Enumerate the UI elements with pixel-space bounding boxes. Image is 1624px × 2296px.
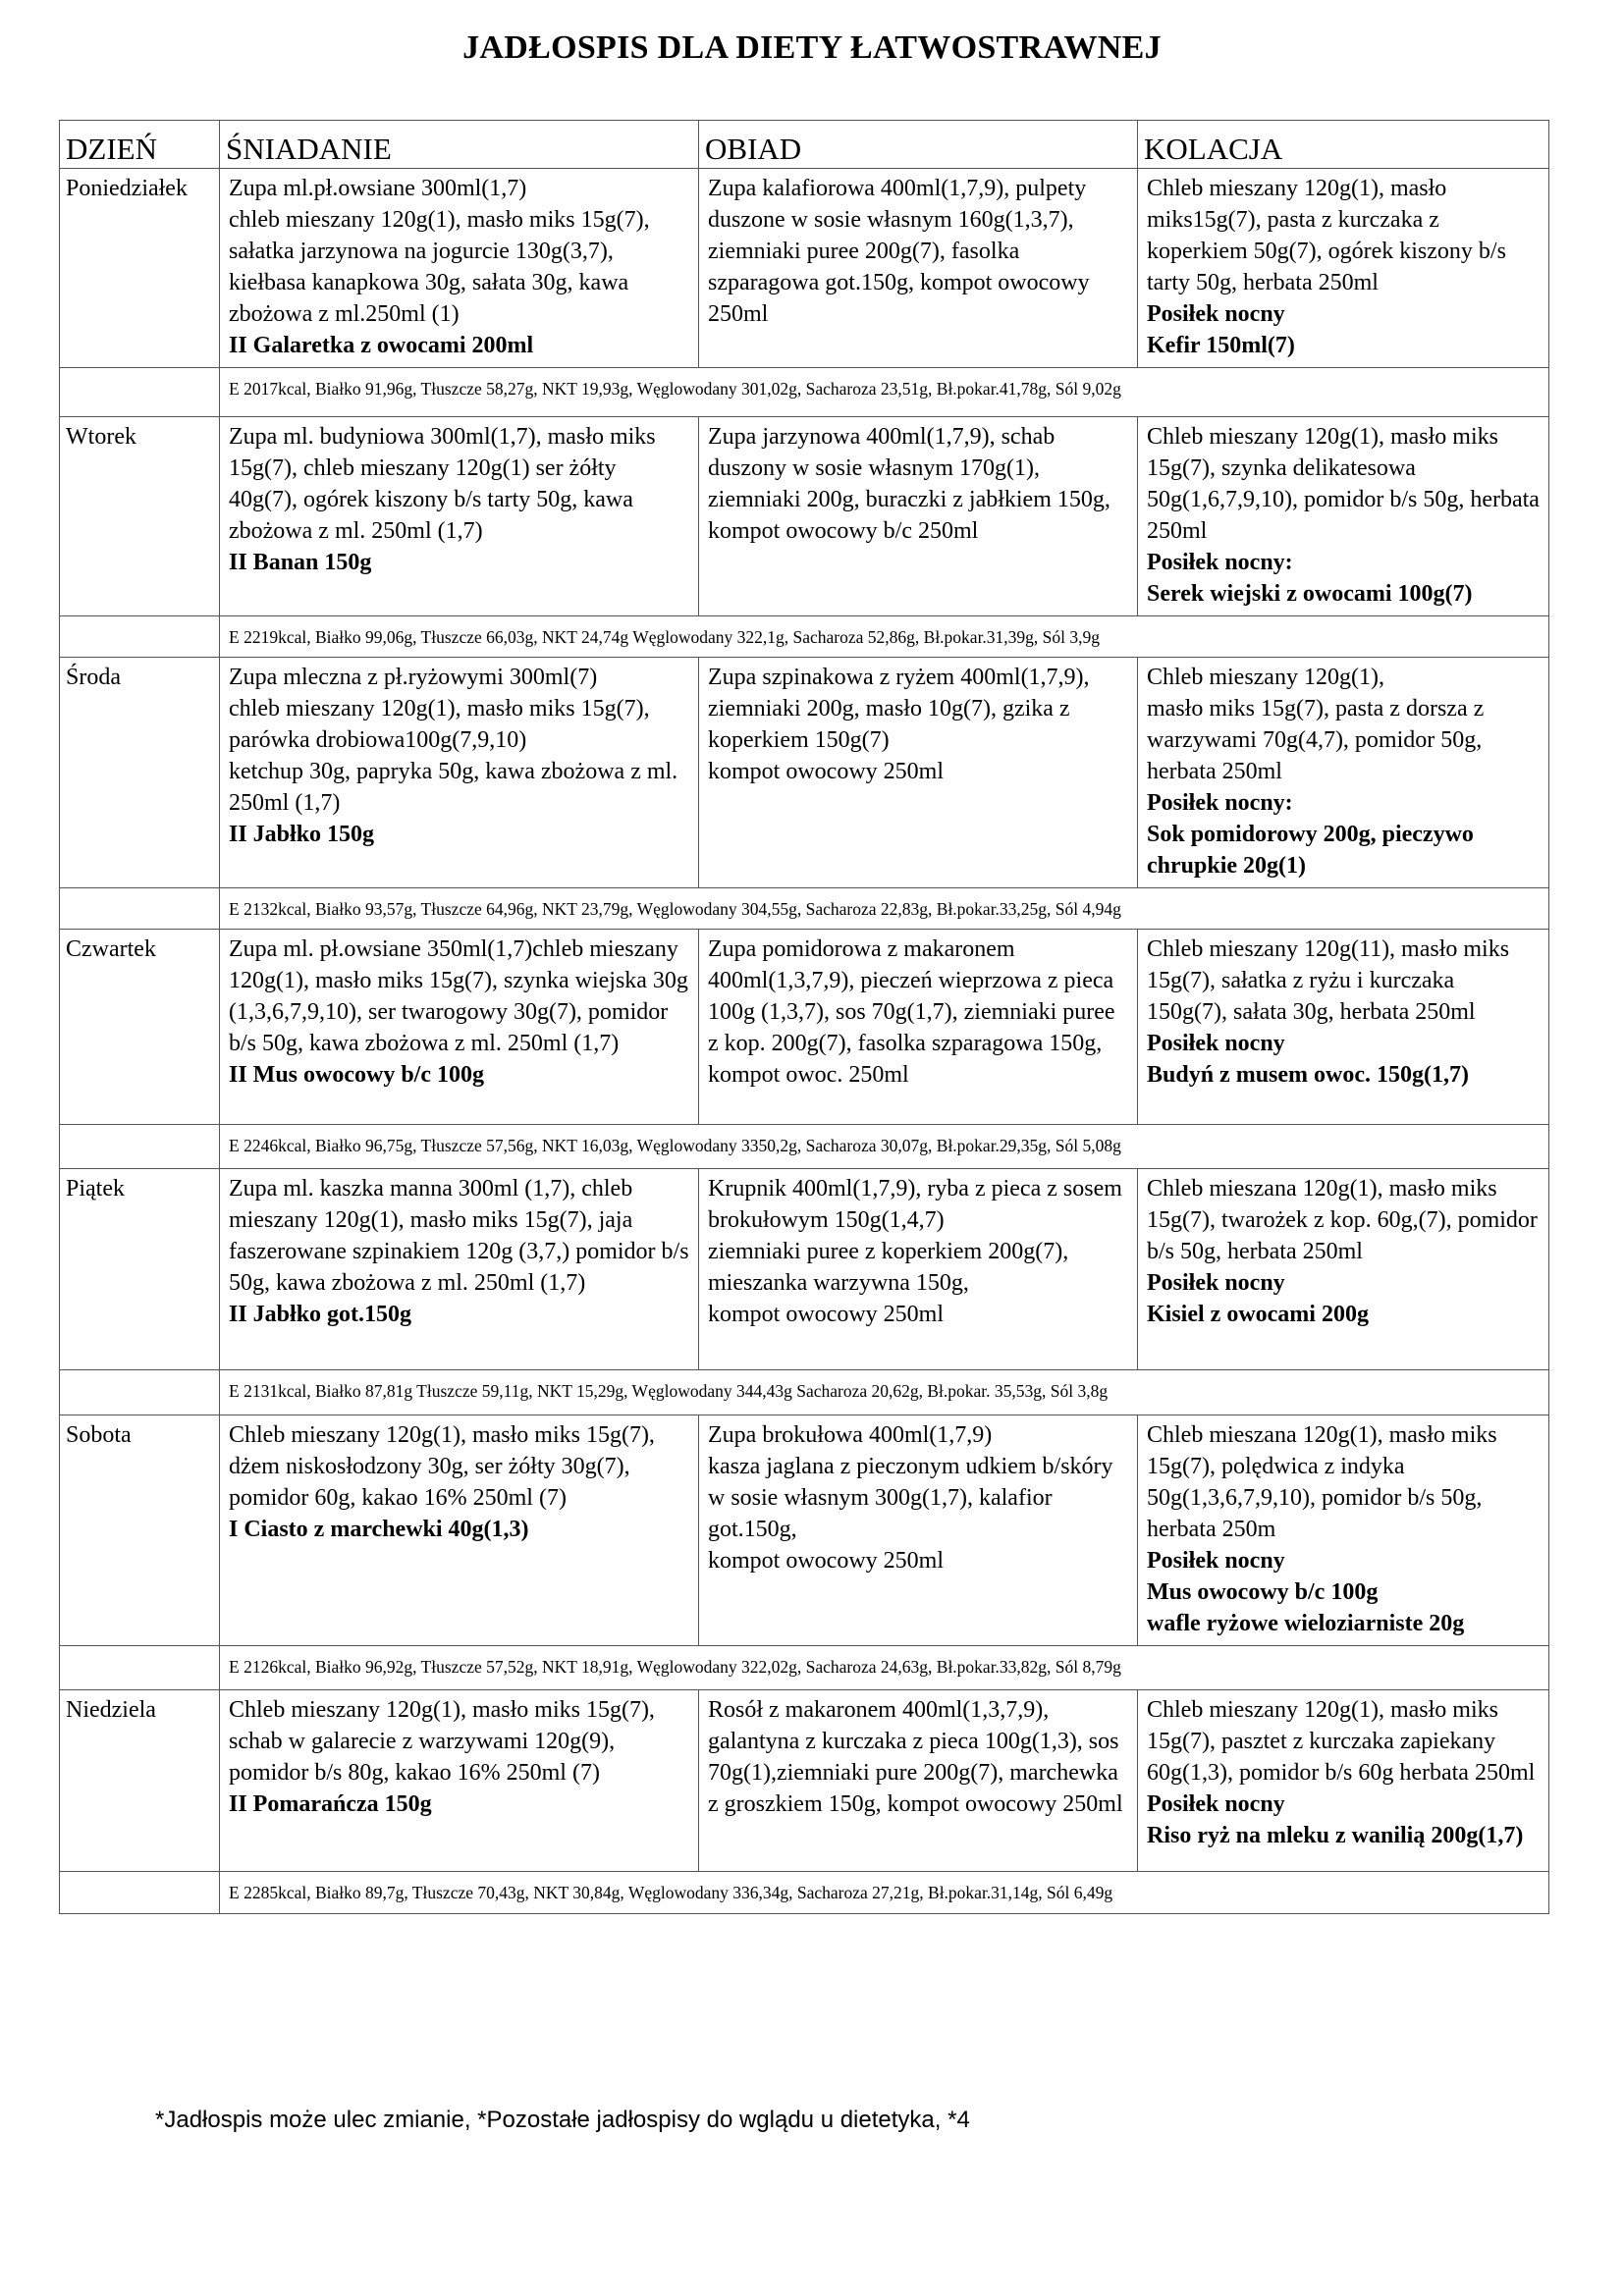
breakfast-text: Zupa ml.pł.owsiane 300ml(1,7) chleb mieszany 120g(1), masło miks 15g(7), sałatka jarzynowa na jogurcie 130g(3,7), kiełbasa kanapkowa 30g, sałata 30g, kawa zbożowa z ml.250ml (1) bbox=[229, 176, 650, 327]
day-row bbox=[60, 1415, 1549, 1646]
night-meal-text: Posiłek nocny Kefir 150ml(7) bbox=[1147, 301, 1295, 358]
second-breakfast-text: II Galaretka z owocami 200ml bbox=[229, 333, 534, 358]
day-row bbox=[60, 169, 1549, 368]
lunch-text: Zupa brokułowa 400ml(1,7,9) kasza jaglana z pieczonym udkiem b/skóry w sosie własnym 300g(1,7), kalafior got.150g, kompot owocowy 250ml bbox=[708, 1422, 1113, 1574]
day-name: Piątek bbox=[60, 1169, 220, 1370]
dinner-cell bbox=[1138, 1690, 1549, 1872]
lunch-cell bbox=[699, 930, 1138, 1125]
dinner-cell bbox=[1138, 417, 1549, 616]
header-day: DZIEŃ bbox=[60, 121, 220, 169]
night-meal-text: Posiłek nocny Mus owocowy b/c 100g wafle ryżowe wieloziarniste 20g bbox=[1147, 1548, 1465, 1636]
day-name: Poniedziałek bbox=[60, 169, 220, 368]
day-row bbox=[60, 658, 1549, 888]
nutrition-summary: E 2132kcal, Białko 93,57g, Tłuszcze 64,96g, NKT 23,79g, Węglowodany 304,55g, Sacharoza 22,83g, Bł.pokar.33,25g, Sól 4,94g bbox=[220, 888, 1549, 930]
day-name: Niedziela bbox=[60, 1690, 220, 1872]
breakfast-cell bbox=[220, 930, 699, 1125]
dinner-cell bbox=[1138, 1415, 1549, 1646]
nutrition-blank-cell bbox=[60, 1370, 220, 1415]
breakfast-text: Chleb mieszany 120g(1), masło miks 15g(7), dżem niskosłodzony 30g, ser żółty 30g(7), pomidor 60g, kakao 16% 250ml (7) bbox=[229, 1422, 655, 1511]
dinner-cell bbox=[1138, 658, 1549, 888]
header-breakfast: ŚNIADANIE bbox=[220, 121, 699, 169]
breakfast-cell bbox=[220, 169, 699, 368]
dinner-text: Chleb mieszany 120g(1), masło miks 15g(7), pasztet z kurczaka zapiekany 60g(1,3), pomidor b/s 60g herbata 250ml bbox=[1147, 1697, 1536, 1786]
nutrition-row bbox=[60, 1646, 1549, 1690]
dinner-cell bbox=[1138, 169, 1549, 368]
lunch-cell bbox=[699, 169, 1138, 368]
lunch-text: Rosół z makaronem 400ml(1,3,7,9), galantyna z kurczaka z pieca 100g(1,3), sos 70g(1),ziemniaki pure 200g(7), marchewka z groszkiem 150g, kompot owocowy 250ml bbox=[708, 1697, 1123, 1817]
breakfast-cell bbox=[220, 1415, 699, 1646]
breakfast-text: Zupa ml. budyniowa 300ml(1,7), masło miks 15g(7), chleb mieszany 120g(1) ser żółty 40g(7), ogórek kiszony b/s tarty 50g, kawa zbożowa z ml. 250ml (1,7) bbox=[229, 424, 656, 544]
nutrition-blank-cell bbox=[60, 1872, 220, 1914]
dinner-text: Chleb mieszany 120g(1), masło miks 15g(7), pasta z dorsza z warzywami 70g(4,7), pomidor 50g, herbata 250ml bbox=[1147, 665, 1485, 784]
nutrition-blank-cell bbox=[60, 888, 220, 930]
lunch-text: Zupa pomidorowa z makaronem 400ml(1,3,7,9), pieczeń wieprzowa z pieca 100g (1,3,7), sos 70g(1,7), ziemniaki puree z kop. 200g(7), fasolka szparagowa 150g, kompot owoc. 250ml bbox=[708, 936, 1115, 1088]
footnote: *Jadłospis może ulec zmianie, *Pozostałe jadłospisy do wglądu u dietetyka, *4 bbox=[155, 2107, 970, 2133]
nutrition-summary: E 2219kcal, Białko 99,06g, Tłuszcze 66,03g, NKT 24,74g Węglowodany 322,1g, Sacharoza 52,86g, Bł.pokar.31,39g, Sól 3,9g bbox=[220, 616, 1549, 658]
nutrition-row bbox=[60, 368, 1549, 417]
dinner-text: Chleb mieszana 120g(1), masło miks 15g(7), polędwica z indyka 50g(1,3,6,7,9,10), pomidor b/s 50g, herbata 250m bbox=[1147, 1422, 1497, 1542]
nutrition-summary: E 2131kcal, Białko 87,81g Tłuszcze 59,11g, NKT 15,29g, Węglowodany 344,43g Sacharoza 20,62g, Bł.pokar. 35,53g, Sól 3,8g bbox=[220, 1370, 1549, 1415]
night-meal-text: Posiłek nocny Riso ryż na mleku z wanilią 200g(1,7) bbox=[1147, 1791, 1524, 1848]
breakfast-text: Chleb mieszany 120g(1), masło miks 15g(7), schab w galarecie z warzywami 120g(9), pomidor b/s 80g, kakao 16% 250ml (7) bbox=[229, 1697, 655, 1786]
breakfast-text: Zupa ml. pł.owsiane 350ml(1,7)chleb mieszany 120g(1), masło miks 15g(7), szynka wiejska 30g (1,3,6,7,9,10), ser twarogowy 30g(7), pomidor b/s 50g, kawa zbożowa z ml. 250ml (1,7) bbox=[229, 936, 688, 1056]
day-row bbox=[60, 1690, 1549, 1872]
page-title: JADŁOSPIS DLA DIETY ŁATWOSTRAWNEJ bbox=[462, 29, 1162, 66]
lunch-text: Zupa szpinakowa z ryżem 400ml(1,7,9), ziemniaki 200g, masło 10g(7), gzika z koperkiem 150g(7) kompot owocowy 250ml bbox=[708, 665, 1090, 784]
night-meal-text: Posiłek nocny: Serek wiejski z owocami 100g(7) bbox=[1147, 550, 1473, 607]
lunch-text: Zupa jarzynowa 400ml(1,7,9), schab duszony w sosie własnym 170g(1), ziemniaki 200g, buraczki z jabłkiem 150g, kompot owocowy b/c 250ml bbox=[708, 424, 1110, 544]
second-breakfast-text: I Ciasto z marchewki 40g(1,3) bbox=[229, 1517, 529, 1542]
nutrition-summary: E 2246kcal, Białko 96,75g, Tłuszcze 57,56g, NKT 16,03g, Węglowodany 3350,2g, Sacharoza 30,07g, Bł.pokar.29,35g, Sól 5,08g bbox=[220, 1125, 1549, 1169]
dinner-text: Chleb mieszany 120g(11), masło miks 15g(7), sałatka z ryżu i kurczaka 150g(7), sałata 30g, herbata 250ml bbox=[1147, 936, 1510, 1025]
nutrition-blank-cell bbox=[60, 368, 220, 417]
day-row bbox=[60, 417, 1549, 616]
header-dinner: KOLACJA bbox=[1138, 121, 1549, 169]
second-breakfast-text: II Jabłko 150g bbox=[229, 822, 375, 847]
breakfast-cell bbox=[220, 1690, 699, 1872]
dinner-cell bbox=[1138, 1169, 1549, 1370]
day-row bbox=[60, 930, 1549, 1125]
lunch-cell bbox=[699, 1169, 1138, 1370]
breakfast-cell bbox=[220, 417, 699, 616]
nutrition-blank-cell bbox=[60, 1646, 220, 1690]
nutrition-row bbox=[60, 1125, 1549, 1169]
lunch-cell bbox=[699, 1690, 1138, 1872]
lunch-cell bbox=[699, 417, 1138, 616]
nutrition-summary: E 2017kcal, Białko 91,96g, Tłuszcze 58,27g, NKT 19,93g, Węglowodany 301,02g, Sacharoza 23,51g, Bł.pokar.41,78g, Sól 9,02g bbox=[220, 368, 1549, 417]
nutrition-blank-cell bbox=[60, 1125, 220, 1169]
nutrition-row bbox=[60, 1872, 1549, 1914]
breakfast-cell bbox=[220, 1169, 699, 1370]
second-breakfast-text: II Pomarańcza 150g bbox=[229, 1791, 432, 1817]
day-name: Sobota bbox=[60, 1415, 220, 1646]
breakfast-cell bbox=[220, 658, 699, 888]
nutrition-row bbox=[60, 888, 1549, 930]
night-meal-text: Posiłek nocny Kisiel z owocami 200g bbox=[1147, 1270, 1369, 1327]
nutrition-row bbox=[60, 616, 1549, 658]
day-name: Wtorek bbox=[60, 417, 220, 616]
menu-table bbox=[59, 120, 1549, 1914]
lunch-text: Krupnik 400ml(1,7,9), ryba z pieca z sosem brokułowym 150g(1,4,7) ziemniaki puree z koperkiem 200g(7), mieszanka warzywna 150g, kompot owocowy 250ml bbox=[708, 1176, 1122, 1327]
nutrition-summary: E 2126kcal, Białko 96,92g, Tłuszcze 57,52g, NKT 18,91g, Węglowodany 322,02g, Sacharoza 24,63g, Bł.pokar.33,82g, Sól 8,79g bbox=[220, 1646, 1549, 1690]
header-lunch: OBIAD bbox=[699, 121, 1138, 169]
lunch-text: Zupa kalafiorowa 400ml(1,7,9), pulpety duszone w sosie własnym 160g(1,3,7), ziemniaki puree 200g(7), fasolka szparagowa got.150g, kompot owocowy 250ml bbox=[708, 176, 1090, 327]
nutrition-summary: E 2285kcal, Białko 89,7g, Tłuszcze 70,43g, NKT 30,84g, Węglowodany 336,34g, Sacharoza 27,21g, Bł.pokar.31,14g, Sól 6,49g bbox=[220, 1872, 1549, 1914]
dinner-text: Chleb mieszany 120g(1), masło miks15g(7), pasta z kurczaka z koperkiem 50g(7), ogórek kiszony b/s tarty 50g, herbata 250ml bbox=[1147, 176, 1506, 295]
dinner-text: Chleb mieszana 120g(1), masło miks 15g(7), twarożek z kop. 60g,(7), pomidor b/s 50g, herbata 250ml bbox=[1147, 1176, 1538, 1264]
header-row bbox=[60, 121, 1549, 169]
day-name: Czwartek bbox=[60, 930, 220, 1125]
dinner-cell bbox=[1138, 930, 1549, 1125]
lunch-cell bbox=[699, 1415, 1138, 1646]
second-breakfast-text: II Jabłko got.150g bbox=[229, 1302, 412, 1327]
night-meal-text: Posiłek nocny Budyń z musem owoc. 150g(1,7) bbox=[1147, 1031, 1469, 1088]
night-meal-text: Posiłek nocny: Sok pomidorowy 200g, pieczywo chrupkie 20g(1) bbox=[1147, 790, 1474, 879]
day-name: Środa bbox=[60, 658, 220, 888]
nutrition-blank-cell bbox=[60, 616, 220, 658]
lunch-cell bbox=[699, 658, 1138, 888]
breakfast-text: Zupa mleczna z pł.ryżowymi 300ml(7) chleb mieszany 120g(1), masło miks 15g(7), parówka drobiowa100g(7,9,10) ketchup 30g, papryka 50g, kawa zbożowa z ml. 250ml (1,7) bbox=[229, 665, 678, 816]
breakfast-text: Zupa ml. kaszka manna 300ml (1,7), chleb mieszany 120g(1), masło miks 15g(7), jaja faszerowane szpinakiem 120g (3,7,) pomidor b/s 50g, kawa zbożowa z ml. 250ml (1,7) bbox=[229, 1176, 689, 1296]
day-row bbox=[60, 1169, 1549, 1370]
second-breakfast-text: II Mus owocowy b/c 100g bbox=[229, 1062, 485, 1088]
second-breakfast-text: II Banan 150g bbox=[229, 550, 372, 575]
dinner-text: Chleb mieszany 120g(1), masło miks 15g(7), szynka delikatesowa 50g(1,6,7,9,10), pomidor b/s 50g, herbata 250ml bbox=[1147, 424, 1540, 544]
nutrition-row bbox=[60, 1370, 1549, 1415]
